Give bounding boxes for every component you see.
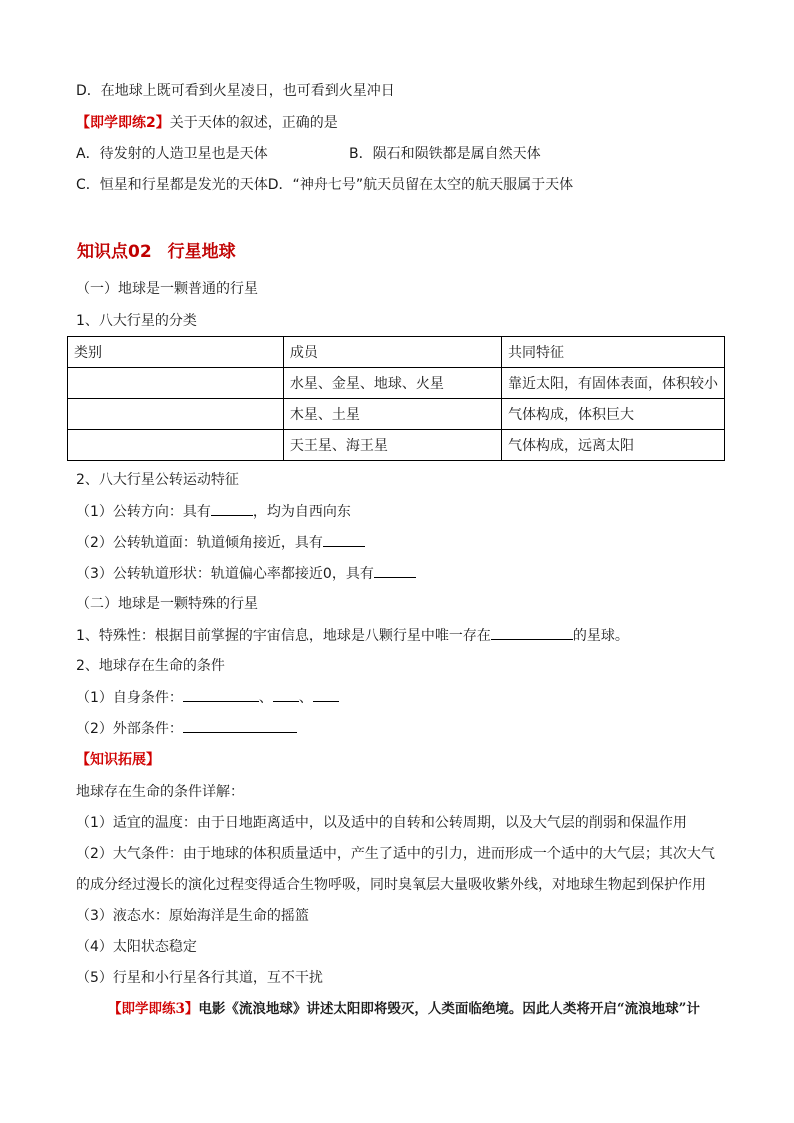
practice2-option-d: D．“神舟七号”航天员留在太空的航天服属于天体 (267, 177, 574, 193)
practice-tag: 【即学即练3】 (108, 1001, 199, 1017)
practice2-option-a: A．待发射的人造卫星也是天体 (76, 146, 268, 162)
practice3-text: 电影《流浪地球》讲述太阳即将毁灭，人类面临绝境。因此人类将开启“流浪地球”计 (198, 1001, 700, 1017)
table-cell-members: 水星、金星、地球、火星 (283, 368, 501, 399)
orbit-plane-line (76, 532, 365, 553)
line-text: 1、特殊性：根据目前掌握的宇宙信息，地球是八颗行星中唯一存在 (76, 628, 491, 644)
line-text: （2）公转轨道面：轨道倾角接近，具有 (76, 535, 323, 551)
fill-blank[interactable] (374, 563, 416, 578)
expansion-point-2a: （2）大气条件：由于地球的体积质量适中，产生了适中的引力，进而形成一个适中的大气层；其次大气 (76, 846, 715, 862)
separator: 、 (298, 690, 313, 706)
q2-option-d: D．在地球上既可看到火星凌日，也可看到火星冲日 (76, 83, 395, 99)
planet-classification-table (67, 336, 725, 461)
section-number: 知识点02 (77, 242, 152, 262)
practice2-question (76, 113, 338, 133)
section-heading (77, 240, 236, 264)
line-text: （1）自身条件： (76, 690, 183, 706)
part2-title: （二）地球是一颗特殊的行星 (76, 596, 258, 612)
table-cell-category (68, 399, 284, 430)
knowledge-expansion-tag: 【知识拓展】 (76, 752, 160, 768)
part1-title: （一）地球是一颗普通的行星 (76, 281, 258, 297)
expansion-point-2b: 的成分经过漫长的演化过程变得适合生物呼吸，同时臭氧层大量吸收紫外线，对地球生物起到保护作用 (76, 877, 706, 893)
fill-blank[interactable] (273, 687, 299, 702)
fill-blank[interactable] (183, 687, 259, 702)
table-cell-category (68, 368, 284, 399)
practice-tag: 【即学即练2】 (76, 115, 170, 131)
part2-item1 (76, 625, 629, 646)
fill-blank[interactable] (491, 625, 573, 640)
orbit-shape-line (76, 563, 416, 584)
fill-blank[interactable] (183, 718, 297, 733)
table-cell-features: 气体构成，远离太阳 (502, 430, 725, 461)
expansion-point-3: （3）液态水：原始海洋是生命的摇篮 (76, 908, 309, 924)
section-title: 行星地球 (167, 242, 236, 262)
table-cell-category (68, 430, 284, 461)
line-text: （1）公转方向：具有 (76, 504, 211, 520)
table-cell-members: 木星、土星 (283, 399, 501, 430)
orbit-direction-line (76, 501, 351, 522)
part1-item2: 2、八大行星公转运动特征 (76, 472, 239, 488)
line-text: 的星球。 (572, 628, 629, 644)
expansion-point-4: （4）太阳状态稳定 (76, 939, 197, 955)
line-text: ，均为自西向东 (252, 504, 351, 520)
fill-blank[interactable] (323, 532, 365, 547)
separator: 、 (258, 690, 273, 706)
table-row (68, 368, 725, 399)
line-text: （3）公转轨道形状：轨道偏心率都接近0，具有 (76, 566, 374, 582)
part1-item1: 1、八大行星的分类 (76, 313, 197, 329)
question-text: 关于天体的叙述，正确的是 (169, 115, 338, 131)
line-text: （2）外部条件： (76, 721, 183, 737)
table-row (68, 399, 725, 430)
table-cell-members: 天王星、海王星 (283, 430, 501, 461)
expansion-point-1: （1）适宜的温度：由于日地距离适中，以及适中的自转和公转周期，以及大气层的削弱和保温作用 (76, 815, 687, 831)
part2-item2: 2、地球存在生命的条件 (76, 658, 225, 674)
external-conditions-line (76, 718, 297, 739)
practice2-options-cd (76, 175, 573, 195)
table-cell-features: 气体构成，体积巨大 (502, 399, 725, 430)
practice2-option-b: B．陨石和陨铁都是属自然天体 (349, 146, 541, 162)
self-conditions-line (76, 687, 339, 708)
table-header-cell: 成员 (283, 337, 501, 368)
table-header-row (68, 337, 725, 368)
practice3-intro (108, 999, 700, 1019)
table-header-cell: 类别 (68, 337, 284, 368)
expansion-point-5: （5）行星和小行星各行其道，互不干扰 (76, 970, 323, 986)
table-cell-features: 靠近太阳，有固体表面，体积较小 (502, 368, 725, 399)
table-header-cell: 共同特征 (502, 337, 725, 368)
fill-blank[interactable] (211, 501, 253, 516)
fill-blank[interactable] (313, 687, 339, 702)
expansion-intro: 地球存在生命的条件详解： (76, 784, 244, 800)
practice2-option-c: C．恒星和行星都是发光的天体 (76, 177, 268, 193)
table-row (68, 430, 725, 461)
